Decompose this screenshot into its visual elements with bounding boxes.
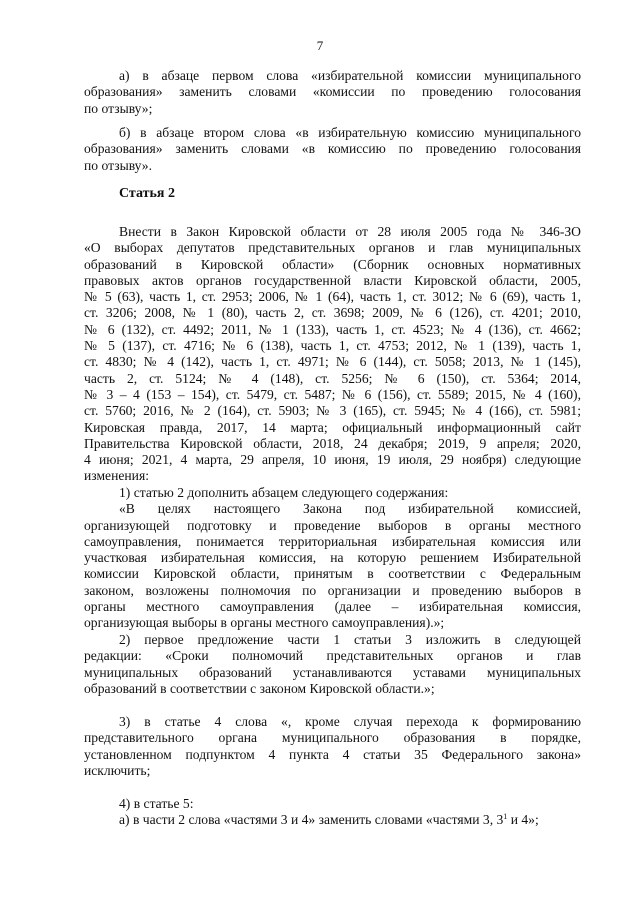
text-line: часть 2, ст. 5124; № 4 (148), ст. 5256; № 6 (150), ст. 5364; 2014, [84, 370, 581, 386]
text-line: Правительства Кировской области, 2018, 24 декабря; 2019, 9 апреля; 2020, [84, 435, 581, 451]
text-line: образования» заменить словами «комиссии по проведению голосования [84, 84, 581, 100]
text-line: б) в абзаце втором слова «в избирательную комиссию муниципального [119, 125, 581, 140]
text-line: ст. 4830; № 4 (142), часть 1, ст. 4971; № 6 (144), ст. 5058; 2013, № 1 (145), [84, 354, 581, 370]
text-line: редакции: «Сроки полномочий представительных органов и глав [84, 648, 581, 664]
text-line: органы местного самоуправления (далее – избирательная комиссия, [84, 599, 581, 615]
text-line: 4) в статье 5: [119, 796, 194, 811]
article-heading: Статья 2 [119, 186, 175, 201]
text-line: «В целях настоящего Закона под избирательной комиссией, [119, 501, 581, 517]
text-line: № 6 (132), ст. 4492; 2011, № 1 (133), часть 1, ст. 4523; № 4 (136), ст. 4662; [84, 321, 581, 337]
text-line: законом, возложены полномочия по организации и проведению выборов в [84, 582, 581, 598]
text-line: образования» заменить словами «в комиссию по проведению голосования [84, 141, 581, 157]
text-line: 3) в статье 4 слова «, кроме случая перехода к формированию [119, 714, 581, 729]
page-number: 7 [316, 38, 324, 53]
text-line: по отзыву»; [84, 100, 153, 116]
text-line: ст. 3206; 2008, № 1 (80), часть 2, ст. 3698; 2009, № 6 (126), ст. 4201; 2010, [84, 305, 581, 321]
text-line: образований в Кировской области» (Сборник основных нормативных [84, 256, 581, 272]
text-line: изменения: [84, 468, 149, 484]
text-line: образований в соответствии с законом Кировской области.»; [84, 680, 435, 696]
text-line: Внести в Закон Кировской области от 28 июля 2005 года № 346-ЗО [119, 224, 581, 239]
text-line: по отзыву». [84, 157, 152, 173]
paragraph-a [84, 68, 581, 117]
item-4a-text: а) в части 2 слова «частями 3 и 4» заменить словами «частями 3, 3 [119, 812, 504, 828]
text-line: самоуправления, понимается территориальная избирательная комиссия или [84, 533, 581, 549]
text-line: комиссии Кировской области, принятым в соответствии с Федеральным [84, 566, 581, 582]
item-4 [84, 796, 581, 829]
paragraph-b [84, 125, 581, 174]
intro-paragraph [84, 224, 581, 485]
text-line: № 5 (63), часть 1, ст. 2953; 2006, № 1 (64), часть 1, ст. 3012; № 6 (69), часть 1, [84, 289, 581, 305]
text-line: № 5 (137), ст. 4716; № 6 (138), часть 1, ст. 4753; 2012, № 1 (139), часть 1, [84, 338, 581, 354]
text-line: ст. 5760; 2016, № 2 (164), ст. 5903; № 3 (165), ст. 5945; № 4 (166), ст. 5981; [84, 403, 581, 419]
superscript: 1 [503, 812, 508, 822]
text-line: «О выборах депутатов представительных органов и глав муниципальных [84, 240, 581, 256]
text-line: а) в абзаце первом слова «избирательной комиссии муниципального [119, 68, 581, 83]
text-line: установленном подпунктом 4 пункта 4 статьи 35 Федерального закона» [84, 746, 581, 762]
text-line: исключить; [84, 762, 151, 778]
item-4a-end: и 4»; [507, 812, 539, 828]
item-1 [84, 485, 581, 632]
text-line: Кировская правда, 2017, 14 марта; официальный информационный сайт [84, 419, 581, 435]
text-line: № 3 – 4 (153 – 154), ст. 5479, ст. 5487; № 6 (156), ст. 5589; 2015, № 4 (160), [84, 386, 581, 402]
text-line: муниципальных образований устанавливаются уставами муниципальных [84, 664, 581, 680]
text-line: участковая избирательная комиссия, на которую решением Избирательной [84, 550, 581, 566]
text-line [84, 812, 581, 828]
item-2 [84, 632, 581, 697]
text-line: организующей подготовку и проведение выборов в органы местного [84, 517, 581, 533]
item-3 [84, 714, 581, 779]
text-line: 1) статью 2 дополнить абзацем следующего содержания: [119, 485, 449, 500]
text-line: правовых актов органов государственной власти Кировской области, 2005, [84, 272, 581, 288]
text-line: организующая выборы в органы местного самоуправления).»; [84, 615, 445, 631]
text-line: 2) первое предложение части 1 статьи 3 изложить в следующей [119, 632, 581, 647]
text-line: 4 июня; 2021, 4 марта, 29 апреля, 10 июня, 19 июля, 29 ноября) следующие [84, 452, 581, 468]
text-line: представительного органа муниципального образования в порядке, [84, 730, 581, 746]
